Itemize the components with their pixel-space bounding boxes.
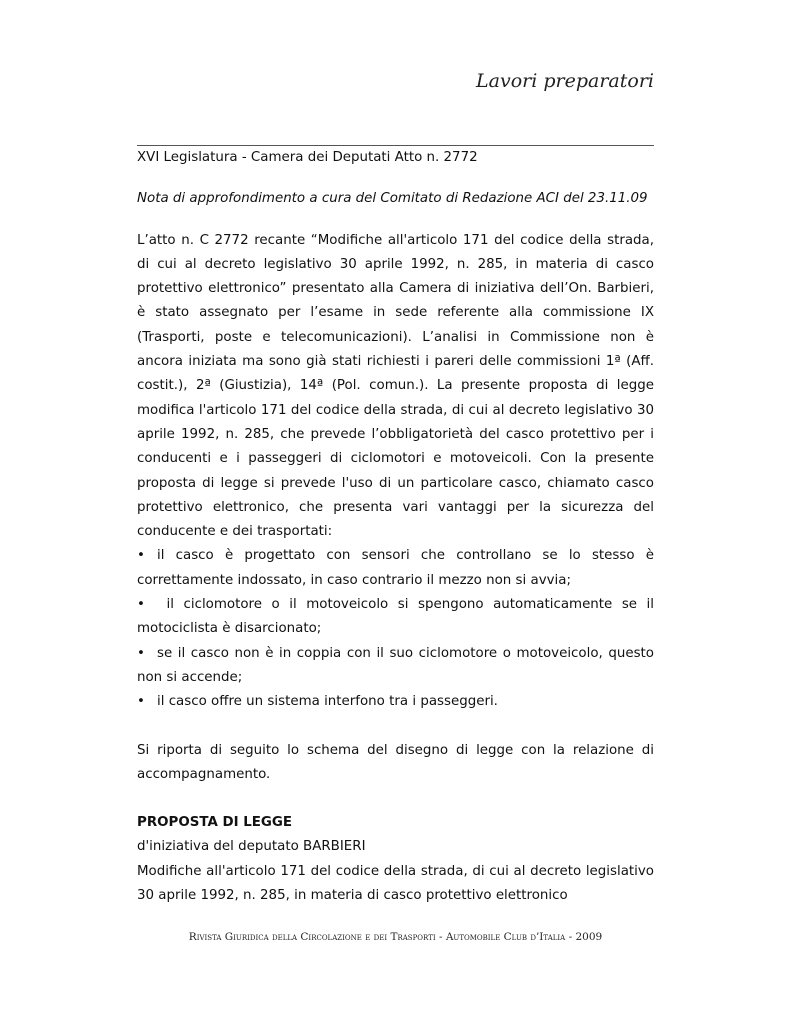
document-body — [137, 146, 654, 908]
atto-line: XVI Legislatura - Camera dei Deputati Atto n. 2772 — [137, 150, 478, 165]
list-item — [137, 642, 654, 691]
list-item — [137, 544, 654, 593]
riporta-paragraph: Si riporta di seguito lo schema del disegno di legge con la relazione di accompagnamento. — [137, 742, 654, 782]
nota-line: Nota di approfondimento a cura del Comitato di Redazione ACI del 23.11.09 — [137, 191, 648, 207]
list-item-text: il casco offre un sistema interfono tra i passeggeri. — [157, 694, 498, 710]
bullet-list — [137, 544, 654, 714]
iniziativa-line: d'iniziativa del deputato BARBIERI — [137, 839, 366, 855]
list-item-text: se il casco non è in coppia con il suo ciclomotore o motoveicolo, questo non si accende; — [137, 645, 654, 685]
list-item-text: il ciclomotore o il motoveicolo si spengono automaticamente se il motociclista è disarcionato; — [137, 597, 654, 637]
modifiche-line: Modifiche all'articolo 171 del codice della strada, di cui al decreto legislativo 30 aprile 1992, n. 285, in materia di casco protettivo elettronico — [137, 863, 654, 904]
proposta-title: PROPOSTA DI LEGGE — [137, 815, 293, 831]
list-item — [137, 593, 654, 642]
bullet-icon: • — [137, 645, 145, 661]
bullet-icon: • — [137, 694, 145, 710]
bullet-icon: • — [137, 548, 145, 564]
page-footer: Rivista Giuridica della Circolazione e dei Trasporti - Automobile Club d’Italia - 2009 — [188, 931, 603, 943]
list-item-text: il casco è progettato con sensori che controllano se lo stesso è correttamente indossato, in caso contrario il mezzo non si avvia; — [137, 548, 654, 588]
running-head: Lavori preparatori — [476, 70, 654, 92]
list-item — [137, 690, 654, 714]
intro-paragraph: L’atto n. C 2772 recante “Modifiche all'articolo 171 del codice della strada, di cui al decreto legislativo 30 aprile 1992, n. 285, in materia di casco protettivo elettronico” presentato alla Camera di iniziativa dell’On. Barbieri, è stato assegnato per l’esame in sede referente alla commissione IX (Trasporti, poste e telecomunicazioni). L’analisi in Commissione non è ancora iniziata ma sono già stati richiesti i pareri delle commissioni 1ª (Aff. costit.), 2ª (Giustizia), 14ª (Pol. comun.). La presente proposta di legge modifica l'articolo 171 del codice della strada, di cui al decreto legislativo 30 aprile 1992, n. 285, che prevede l’obbligatorietà del casco protettivo per i conducenti e i passeggeri di ciclomotori e motoveicoli. Con la presente proposta di legge si prevede l'uso di un particolare casco, chiamato casco protettivo elettronico, che presenta vari vantaggi per la sicurezza del conducente e dei trasportati: — [137, 232, 654, 540]
bullet-icon: • — [137, 597, 145, 613]
